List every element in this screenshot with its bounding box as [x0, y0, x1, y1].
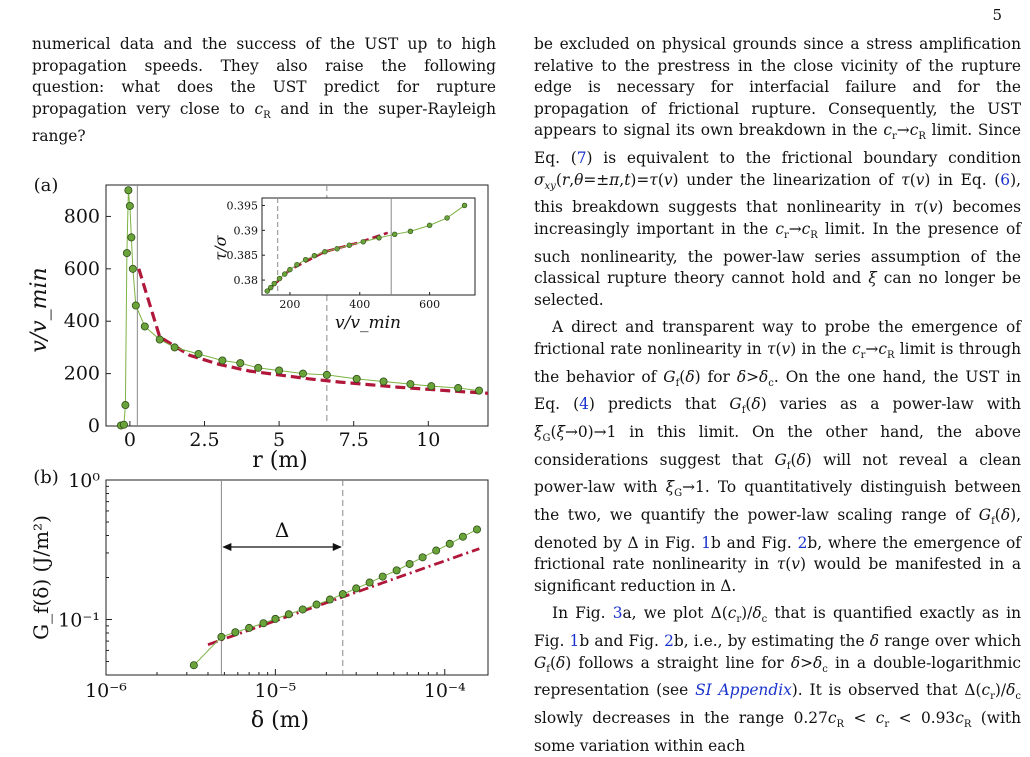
inset-xlabel: v/v_min — [335, 313, 401, 333]
page-number: 5 — [992, 6, 1002, 24]
panel-a-point — [475, 387, 482, 394]
panel-b-point — [419, 554, 426, 561]
panel-a-point — [132, 302, 139, 309]
panel-b-xlabel: δ (m) — [250, 708, 310, 730]
panel-b-xtick-label: 10⁻⁴ — [423, 680, 466, 702]
eq-ref-6[interactable]: 6 — [1000, 170, 1011, 189]
inset-point — [408, 229, 413, 234]
panel-a-point — [407, 380, 414, 387]
delta-arrow-left-head — [222, 543, 231, 551]
delta-arrow-right-head — [333, 543, 342, 551]
panel-a-point — [195, 350, 202, 357]
panel-b-point — [353, 585, 360, 592]
panel-b — [29, 467, 488, 730]
panel-b-point — [272, 615, 279, 622]
fig-ref-2b-2[interactable]: 2 — [664, 632, 674, 651]
figure — [0, 170, 500, 730]
si-appendix-link[interactable]: SI Appendix — [695, 681, 792, 700]
right-paragraph-2: A direct and transparent way to probe the emergence of frictional rate nonlinearity in τ(v) in the $c_r\to c_R$ limit is through the behavior of $G_f(\delta)$ for $\delta>\delta_c$. On the one hand, the UST in Eq. (4) predicts that $G_f(\delta)$ varies as a power-law with $\xi_G(\xi\to 0)\to 1$ in this limit. On the other hand, the above considerations suggest that $G_f(\delta)$ will not reveal a clean power-law with $\xi_G\to 1$. To quantitatively distinguish between the two, we quantify the power-law scaling range of $G_f(\delta)$, denoted by Δ in Fig. 1b and Fig. 2b, where the emergence of frictional rate nonlinearity in τ(v) would be manifested in a significant reduction in Δ. — [534, 318, 1022, 595]
panel-a-label: (a) — [33, 175, 59, 196]
panel-b-point — [313, 601, 320, 608]
panel-b-ytick-label: 10⁰ — [68, 470, 100, 492]
panel-a-point — [455, 384, 462, 391]
panel-a-point — [255, 364, 262, 371]
panel-a-ytick-label: 200 — [63, 362, 100, 385]
panel-a-xtick-label: 2.5 — [189, 429, 220, 451]
inset-point — [462, 203, 467, 208]
panel-b-ytick-label: 10⁻¹ — [58, 609, 100, 632]
panel-b-point — [459, 533, 466, 540]
inset-point — [295, 262, 300, 267]
panel-a-point — [323, 371, 330, 378]
panel-a-ytick-label: 800 — [63, 205, 100, 228]
panel-a-xtick-label: 0 — [123, 429, 136, 451]
panel-a-point — [171, 344, 178, 351]
inset-point — [303, 257, 308, 262]
panel-a-point — [141, 323, 148, 330]
panel-a — [27, 175, 488, 473]
right-paragraph-1: be excluded on physical grounds since a stress amplification relative to the prestress in the close vicinity of the rupture edge is necessary for interfacial failure and for the propagation of frictional rupture. Consequently, the UST appears to signal its own breakdown in the $c_r\to c_R$ limit. Since Eq. (7) is equivalent to the frictional boundary condition $\sigma_{xy}(r,\theta=\pm\pi,t)=\tau(v)$ under the linearization of τ(v) in Eq. (6), this breakdown suggests that nonlinearity in τ(v) becomes increasingly important in the $c_r\to c_R$ limit. In the presence of such nonlinearity, the power-law series assumption of the classical rupture theory cannot hold and ξ can no longer be selected. — [534, 35, 1022, 309]
inset-point — [268, 285, 273, 290]
inset-point — [347, 243, 352, 248]
right-column — [534, 34, 1021, 757]
panel-b-point — [232, 629, 239, 636]
inset-ylabel: τ/σ — [211, 235, 230, 261]
inset-xtick-label: 400 — [349, 298, 371, 311]
panel-b-label: (b) — [33, 467, 59, 488]
panel-b-xtick-label: 10⁻⁶ — [85, 680, 127, 702]
panel-b-point — [406, 560, 413, 567]
inset-frame — [262, 198, 475, 295]
panel-a-xtick-label: 10 — [416, 429, 441, 451]
inset-xtick-label: 200 — [279, 298, 301, 311]
inset-point — [312, 253, 317, 258]
inset-point — [322, 249, 327, 254]
panel-b-point — [285, 611, 292, 618]
panel-a-point — [299, 370, 306, 377]
panel-b-point — [190, 662, 197, 669]
panel-b-point — [379, 573, 386, 580]
panel-b-point — [260, 620, 267, 627]
panel-b-point — [299, 606, 306, 613]
right-paragraph-3: In Fig. 3a, we plot $\Delta(c_r)/\delta_c$ that is quantified exactly as in Fig. 1b and Fig. 2b, i.e., by estimating the δ range over which $G_f(\delta)$ follows a straight line for $\delta>\delta_c$ in a double-logarithmic representation (see SI Appendix). It is observed that $\Delta(c_r)/\delta_c$ slowly decreases in the range $0.27c_R < c_r < 0.93c_R$ (with some variation within each — [534, 604, 1022, 755]
panel-a-ytick-label: 600 — [63, 257, 100, 280]
panel-b-frame — [106, 480, 488, 675]
panel-a-point — [428, 383, 435, 390]
panel-a-xtick-label: 5 — [273, 429, 286, 451]
panel-a-point — [219, 357, 226, 364]
fig-ref-1b[interactable]: 1 — [701, 533, 711, 552]
inset-point — [272, 281, 277, 286]
panel-b-point — [433, 547, 440, 554]
inset-point — [335, 246, 340, 251]
inset-point — [445, 215, 450, 220]
panel-b-xtick-label: 10⁻⁵ — [254, 680, 297, 702]
panel-a-ytick-label: 400 — [63, 310, 100, 333]
inset-point — [377, 235, 382, 240]
panel-a-point — [237, 360, 244, 367]
inset-point — [361, 239, 366, 244]
inset-point — [427, 223, 432, 228]
panel-b-point — [246, 624, 253, 631]
panel-a-ylabel: v/v_min — [27, 267, 52, 353]
panel-b-point — [326, 596, 333, 603]
inset-ytick-label: 0.39 — [233, 224, 258, 238]
panel-b-point — [393, 567, 400, 574]
panel-a-point — [275, 367, 282, 374]
inset-ytick-label: 0.385 — [226, 249, 258, 263]
inset-ytick-label: 0.395 — [226, 199, 258, 213]
panel-a-point — [126, 202, 133, 209]
fig-ref-2b[interactable]: 2 — [797, 533, 808, 552]
inset-point — [277, 276, 282, 281]
panel-b-ylabel: G_f(δ) (J/m²) — [29, 515, 53, 640]
inset-point — [288, 267, 293, 272]
fig-ref-3a[interactable]: 3 — [612, 604, 623, 623]
panel-a-point — [156, 336, 163, 343]
left-column-text: numerical data and the success of the UST up to high propagation speeds. They also raise the following question: what does the UST predict for rupture propagation very close to $c_R$ and in the super-Rayleigh range? — [32, 35, 496, 146]
panel-a-point — [353, 375, 360, 382]
fig-ref-1b-2[interactable]: 1 — [569, 632, 580, 651]
inset-xtick-label: 600 — [419, 298, 441, 311]
delta-label: Δ — [274, 518, 290, 542]
panel-a-point — [128, 234, 135, 241]
panel-b-point — [218, 633, 225, 640]
panel-b-point — [446, 540, 453, 547]
inset-point — [392, 232, 397, 237]
panel-a-xlabel: r (m) — [252, 448, 308, 473]
panel-a-point — [122, 401, 129, 408]
inset-ytick-label: 0.38 — [233, 274, 258, 288]
panel-a-point — [123, 250, 130, 257]
panel-a-point — [129, 265, 136, 272]
panel-a-point — [120, 421, 127, 428]
panel-a-point — [125, 187, 132, 194]
panel-b-point — [339, 591, 346, 598]
panel-b-point — [366, 579, 373, 586]
panel-a-ytick-label: 0 — [87, 415, 100, 437]
panel-b-point — [473, 526, 480, 533]
eq-ref-4[interactable]: 4 — [579, 395, 589, 414]
eq-ref-7[interactable]: 7 — [576, 149, 587, 168]
panel-a-point — [380, 378, 387, 385]
panel-a-xtick-label: 7.5 — [338, 429, 369, 451]
inset-point — [282, 272, 287, 277]
left-column-paragraph — [32, 34, 496, 148]
